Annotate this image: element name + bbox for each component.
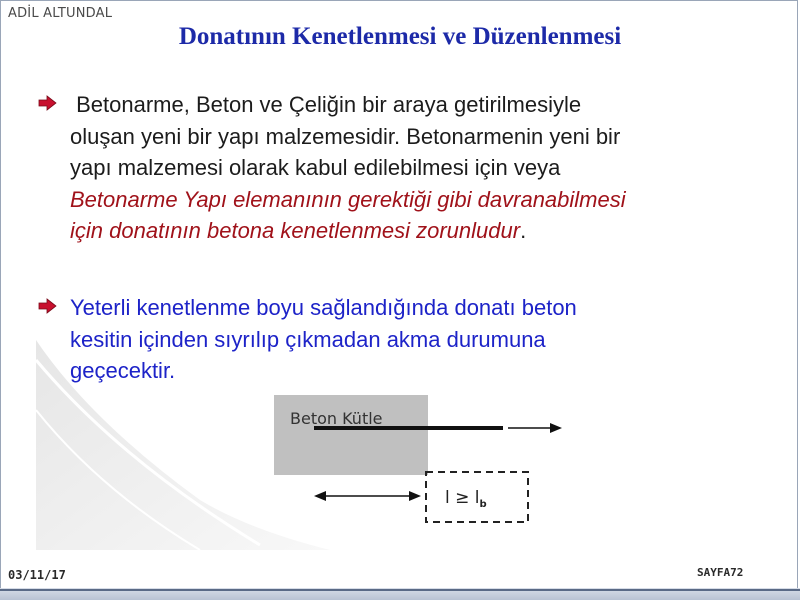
end-punct: .	[520, 218, 527, 243]
page-number: SAYFA72	[697, 566, 744, 579]
slide-title: Donatının Kenetlenmesi ve Düzenlenmesi	[178, 23, 622, 50]
bullet-arrow-icon	[38, 95, 58, 111]
emphasis-line-wrap	[70, 215, 760, 247]
bullet-text-1	[70, 89, 760, 247]
text-line: Yeterli kenetlenme boyu sağlandığında donatı beton	[70, 295, 577, 320]
bullet-text-2	[70, 292, 760, 387]
concrete-block	[274, 395, 428, 475]
emphasis-line: Betonarme Yapı elemanının gerektiği gibi davranabilmesi	[70, 186, 626, 212]
emphasis-line: için donatının betona kenetlenmesi zorunludur	[70, 218, 521, 243]
footer-rule	[0, 589, 800, 591]
bullet-arrow-icon	[38, 298, 58, 314]
length-dimension-arrow-icon	[314, 491, 421, 501]
author-name: ADİL ALTUNDAL	[8, 6, 113, 21]
text-line: yapı malzemesi olarak kabul edilebilmesi için veya	[70, 155, 561, 180]
pull-arrow-icon	[508, 423, 562, 433]
anchorage-diagram	[270, 390, 570, 530]
concrete-block-label: Beton Kütle	[290, 409, 383, 428]
text-line: kesitin içinden sıyrılıp çıkmadan akma durumuna	[70, 326, 546, 352]
footer-date: 03/11/17	[8, 568, 66, 582]
text-line: oluşan yeni bir yapı malzemesidir. Betonarmenin yeni bir	[70, 123, 621, 149]
anchorage-length-label: $l \ge l_b$	[445, 488, 487, 510]
text-line: geçecektir.	[70, 358, 176, 383]
text-line: Betonarme, Beton ve Çeliğin bir araya getirilmesiyle	[70, 92, 582, 117]
